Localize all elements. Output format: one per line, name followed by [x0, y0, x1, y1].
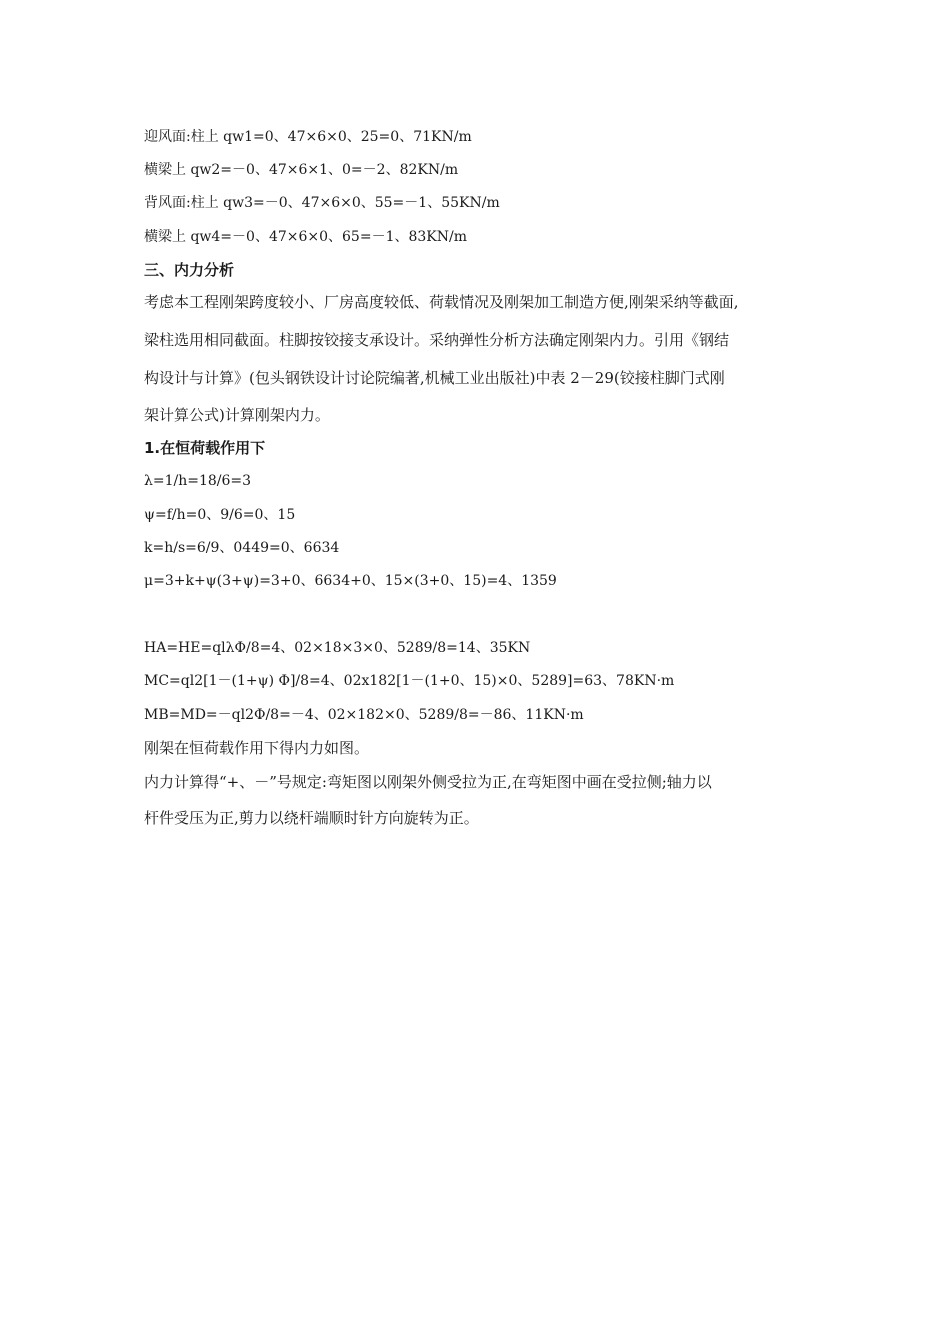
leeward-column-load: 背风面:柱上 qw3=－0、47×6×0、55=－1、55KN/m: [144, 195, 500, 211]
windward-beam-load: 横梁上 qw2=－0、47×6×1、0=－2、82KN/m: [144, 162, 459, 178]
param-mu: μ=3+k+ψ(3+ψ)=3+0、6634+0、15×(3+0、15)=4、1359: [144, 573, 557, 589]
sign-convention-line: 杆件受压为正,剪力以绕杆端顺时针方向旋转为正。: [144, 809, 479, 827]
windward-column-load: 迎风面:柱上 qw1=0、47×6×0、25=0、71KN/m: [144, 129, 472, 145]
paragraph-line: 构设计与计算》(包头钢铁设计讨论院编著,机械工业出版社)中表 2－29(铰接柱脚门式刚: [144, 369, 725, 387]
paragraph-line: 考虑本工程刚架跨度较小、厂房高度较低、荷载情况及刚架加工制造方便,刚架采纳等截面,: [144, 293, 739, 311]
param-lambda: λ=1/h=18/6=3: [144, 473, 252, 489]
internal-force-note: 刚架在恒荷载作用下得内力如图。: [144, 739, 370, 757]
paragraph-line: 架计算公式)计算刚架内力。: [144, 406, 330, 424]
sign-convention-line: 内力计算得“+、－”号规定:弯矩图以刚架外侧受拉为正,在弯矩图中画在受拉侧;轴力以: [144, 773, 712, 791]
subsection-heading-dead-load: 1.在恒荷载作用下: [144, 439, 266, 457]
result-horizontal-reaction: HA=HE=qlλΦ/8=4、02×18×3×0、5289/8=14、35KN: [144, 640, 531, 656]
result-moment-mc: MC=ql2[1－(1+ψ) Φ]/8=4、02x182[1－(1+0、15)×0、5289]=63、78KN·m: [144, 673, 675, 689]
result-moment-mb-md: MB=MD=－ql2Φ/8=－4、02×182×0、5289/8=－86、11KN·m: [144, 707, 584, 723]
param-psi: ψ=f/h=0、9/6=0、15: [144, 507, 296, 523]
section-heading-internal-force-analysis: 三、内力分析: [144, 261, 235, 279]
param-k: k=h/s=6/9、0449=0、6634: [144, 540, 340, 556]
leeward-beam-load: 横梁上 qw4=－0、47×6×0、65=－1、83KN/m: [144, 229, 467, 245]
paragraph-line: 梁柱选用相同截面。柱脚按铰接支承设计。采纳弹性分析方法确定刚架内力。引用《钢结: [144, 331, 730, 349]
